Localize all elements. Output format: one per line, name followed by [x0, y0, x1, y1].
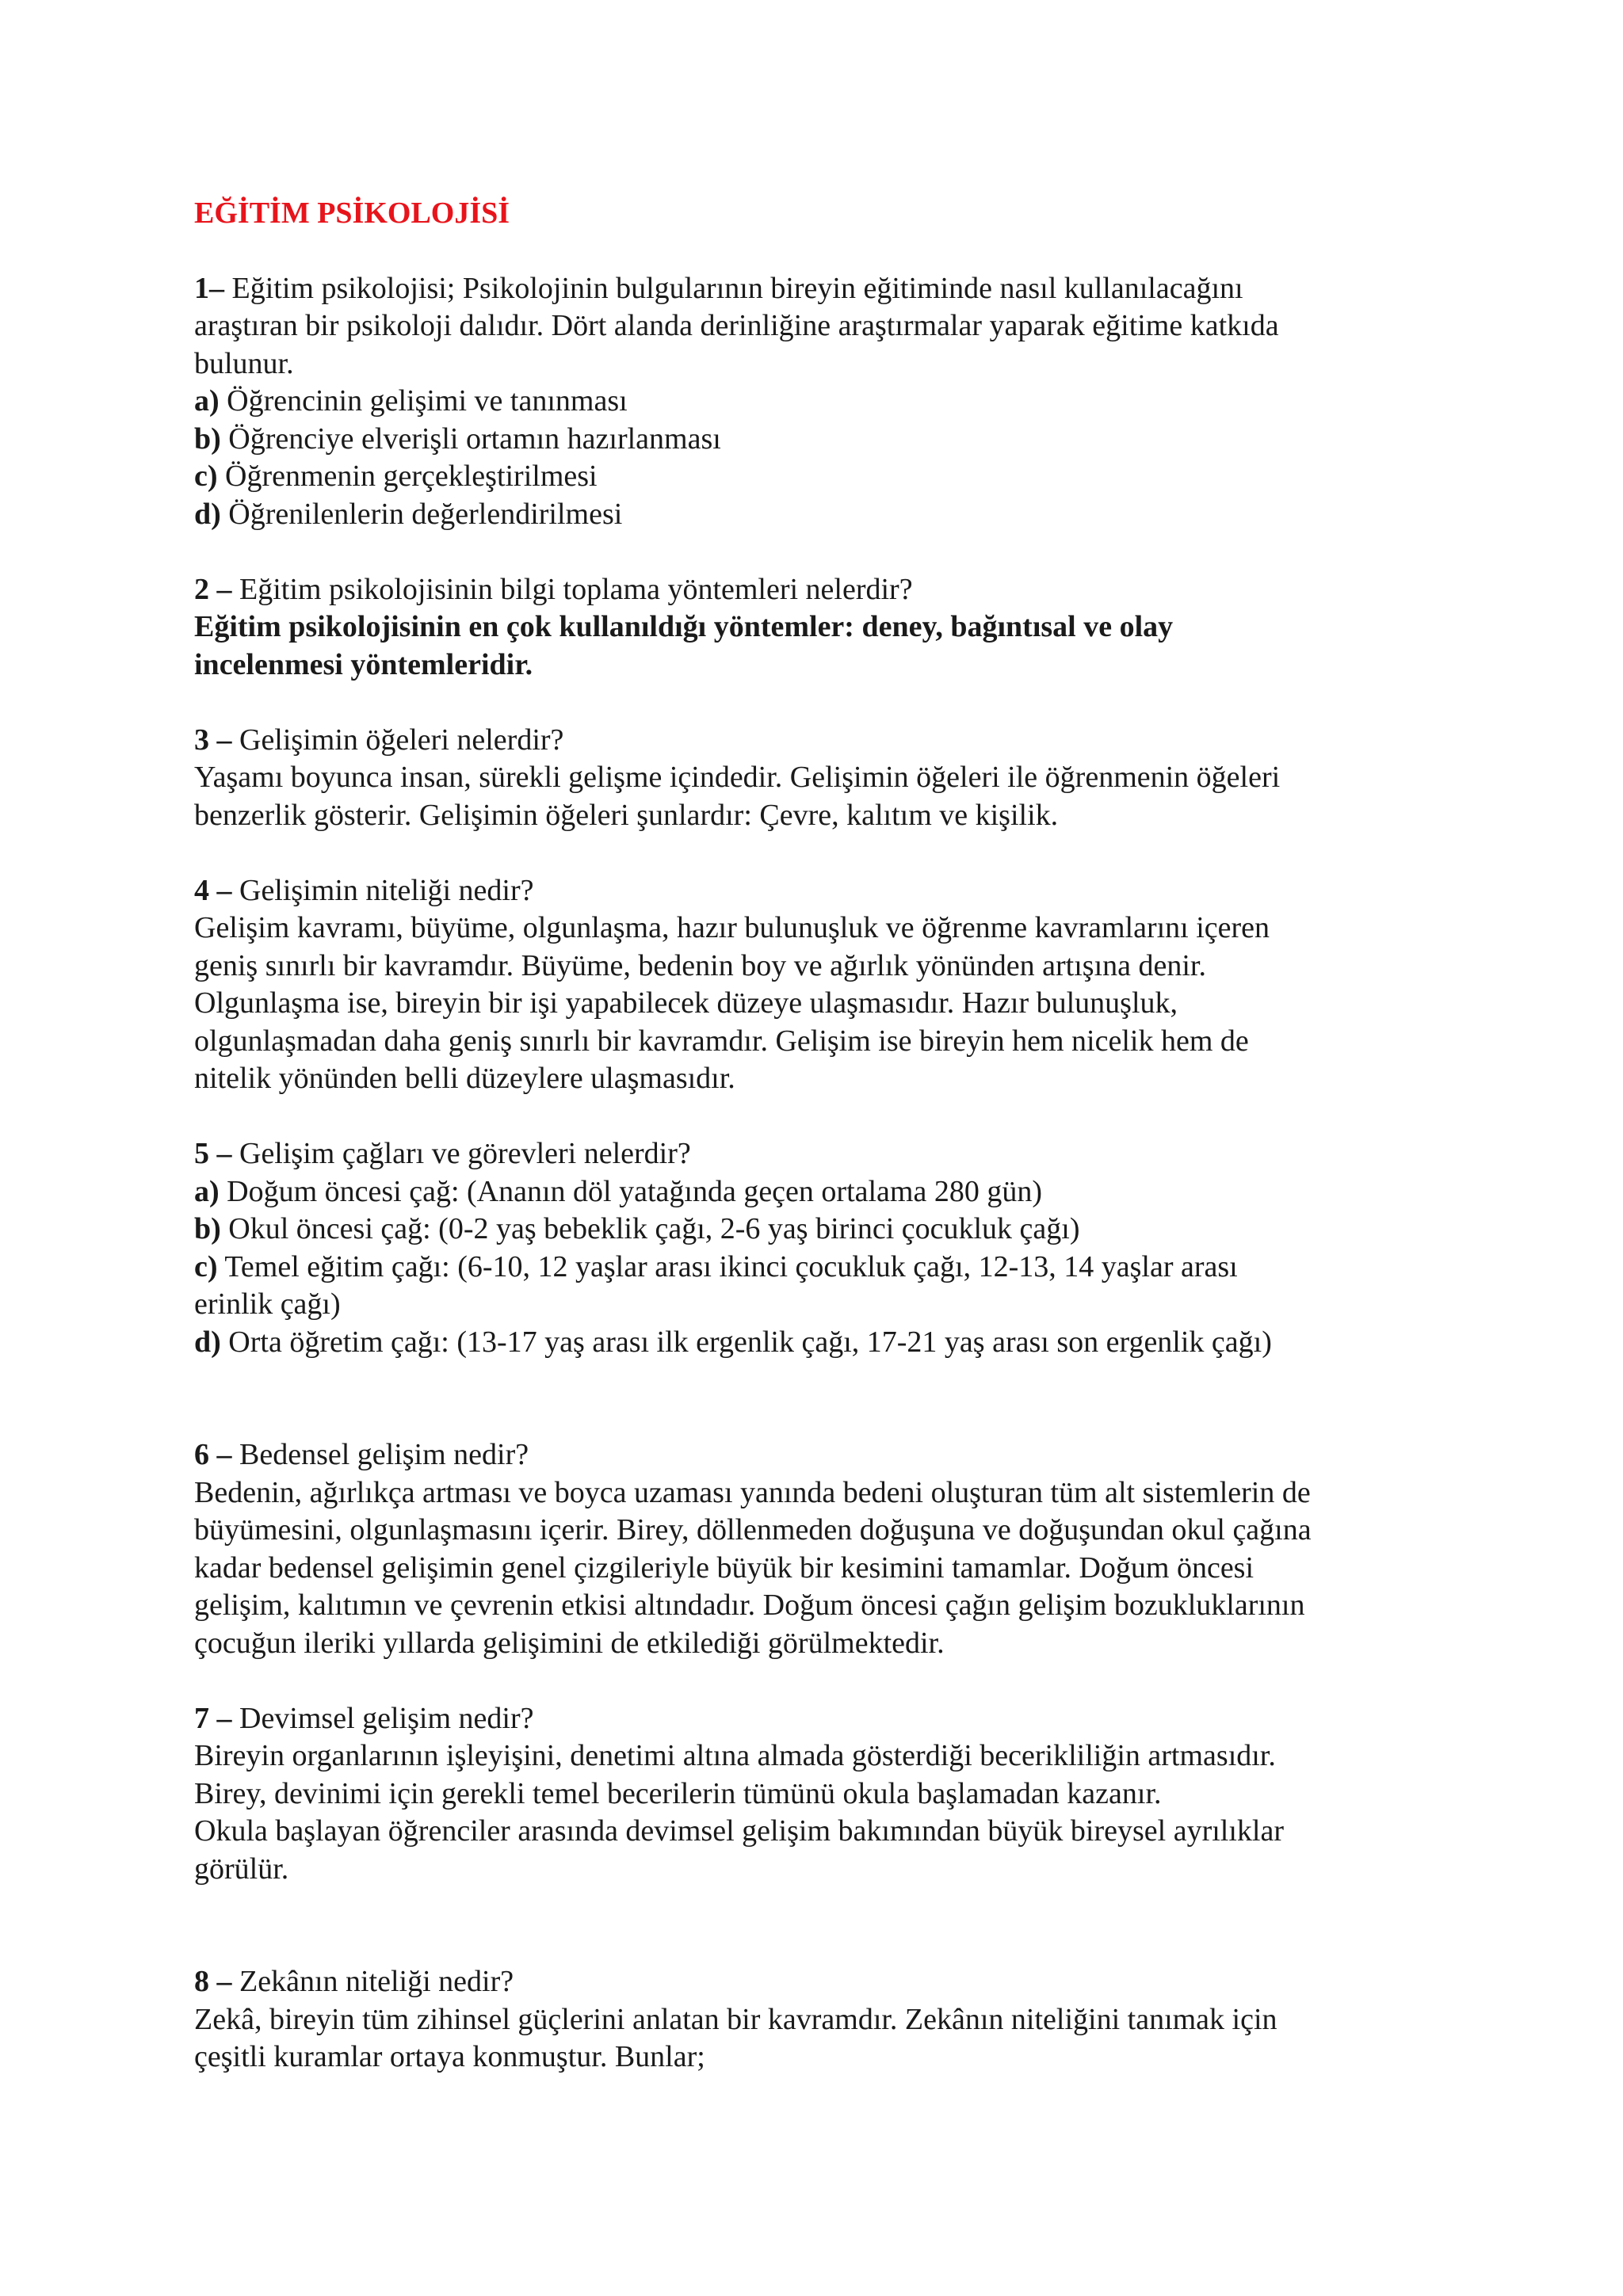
- question-number: 6 –: [194, 1438, 232, 1471]
- paragraph-line: çocuğun ileriki yıllarda gelişimini de etkilediği görülmektedir.: [194, 1626, 945, 1660]
- paragraph-line: gelişim, kalıtımın ve çevrenin etkisi altındadır. Doğum öncesi çağın gelişim bozukluklarının: [194, 1589, 1305, 1622]
- list-item-label: a): [194, 1174, 220, 1208]
- section-8: [194, 1963, 1462, 2077]
- document-page: [194, 195, 1462, 2077]
- question-text: Eğitim psikolojisinin bilgi toplama yöntemleri nelerdir?: [231, 572, 913, 606]
- paragraph-line: geniş sınırlı bir kavramdır. Büyüme, bedenin boy ve ağırlık yönünden artışına denir.: [194, 948, 1206, 982]
- paragraph-line: kadar bedensel gelişimin genel çizgileriyle büyük bir kesimini tamamlar. Doğum öncesi: [194, 1550, 1254, 1585]
- list-item-label: c): [194, 460, 218, 493]
- list-item-text: Öğrenmenin gerçekleştirilmesi: [217, 460, 598, 493]
- question-number: 8 –: [194, 1965, 232, 1998]
- list-item: [194, 1249, 1462, 1287]
- list-item-label: b): [194, 421, 221, 456]
- paragraph-line: Okula başlayan öğrenciler arasında devimsel gelişim bakımından büyük bireysel ayrılıklar: [194, 1814, 1284, 1848]
- list-item-label: c): [194, 1249, 218, 1283]
- paragraph-line: Birey, devinimi için gerekli temel becerilerin tümünü okula başlamadan kazanır.: [194, 1776, 1162, 1810]
- bold-answer-line: incelenmesi yöntemleridir.: [194, 647, 533, 681]
- section-3: [194, 722, 1462, 835]
- section-5: [194, 1135, 1462, 1361]
- section-question: [194, 1700, 1462, 1738]
- paragraph-line: çeşitli kuramlar ortaya konmuştur. Bunlar;: [194, 2040, 705, 2073]
- list-item: [194, 458, 1462, 496]
- list-item-text: Temel eğitim çağı: (6-10, 12 yaşlar arası ikinci çocukluk çağı, 12-13, 14 yaşlar arası: [217, 1249, 1238, 1283]
- list-item-text: Okul öncesi çağ: (0-2 yaş bebeklik çağı, 2-6 yaş birinci çocukluk çağı): [220, 1212, 1080, 1245]
- list-item: [194, 383, 1462, 421]
- list-item: [194, 1324, 1462, 1362]
- list-item-label: b): [194, 1212, 221, 1245]
- section-6: [194, 1436, 1462, 1662]
- list-item-text: Öğrenciye elverişli ortamın hazırlanması: [220, 421, 721, 456]
- question-text: Devimsel gelişim nedir?: [231, 1701, 534, 1735]
- section-question: [194, 1436, 1462, 1474]
- paragraph-line: Bireyin organlarının işleyişini, denetimi altına almada gösterdiği becerikliliğin artmasıdır.: [194, 1739, 1276, 1772]
- section-1: [194, 270, 1462, 534]
- question-number: 2 –: [194, 572, 232, 606]
- bold-answer-line: Eğitim psikolojisinin en çok kullanıldığı yöntemler: deney, bağıntısal ve olay: [194, 610, 1174, 643]
- question-text: Gelişimin öğeleri nelerdir?: [231, 723, 564, 757]
- question-text: Zekânın niteliği nedir?: [231, 1965, 514, 1998]
- question-text: Bedensel gelişim nedir?: [231, 1438, 529, 1471]
- question-number: 4 –: [194, 873, 232, 907]
- list-item: [194, 496, 1462, 534]
- list-item-text: Doğum öncesi çağ: (Ananın döl yatağında geçen ortalama 280 gün): [219, 1174, 1042, 1208]
- list-item-label: a): [194, 384, 220, 418]
- paragraph-line: görülür.: [194, 1852, 289, 1886]
- paragraph-line: bulunur.: [194, 346, 294, 380]
- section-question: [194, 722, 1462, 760]
- question-number: 3 –: [194, 723, 232, 757]
- paragraph-line: büyümesini, olgunlaşmasını içerir. Birey, döllenmeden doğuşuna ve doğuşundan okul çağına: [194, 1513, 1312, 1547]
- paragraph-line: Olgunlaşma ise, bireyin bir işi yapabilecek düzeye ulaşmasıdır. Hazır bulunuşluk,: [194, 986, 1178, 1020]
- question-text: Gelişim çağları ve görevleri nelerdir?: [231, 1137, 691, 1170]
- section-question: [194, 1963, 1462, 2001]
- section-question: [194, 1135, 1462, 1173]
- question-text: Gelişimin niteliği nedir?: [231, 873, 534, 907]
- paragraph-line: benzerlik gösterir. Gelişimin öğeleri şunlardır: Çevre, kalıtım ve kişilik.: [194, 798, 1059, 832]
- list-item-text: Öğrencinin gelişimi ve tanınması: [219, 384, 628, 418]
- question-number: 1–: [194, 271, 224, 305]
- paragraph-line: Zekâ, bireyin tüm zihinsel güçlerini anlatan bir kavramdır. Zekânın niteliğini tanımak için: [194, 2002, 1277, 2036]
- paragraph-line: araştıran bir psikoloji dalıdır. Dört alanda derinliğine araştırmalar yaparak eğitime katkıda: [194, 309, 1279, 342]
- paragraph-line: olgunlaşmadan daha geniş sınırlı bir kavramdır. Gelişim ise bireyin hem nicelik hem de: [194, 1024, 1249, 1058]
- list-item: [194, 1173, 1462, 1211]
- list-item: [194, 1211, 1462, 1249]
- list-item-text: Orta öğretim çağı: (13-17 yaş arası ilk ergenlik çağı, 17-21 yaş arası son ergenlik çağı): [220, 1325, 1272, 1359]
- list-item-text: Öğrenilenlerin değerlendirilmesi: [220, 497, 623, 531]
- question-text: Eğitim psikolojisi; Psikolojinin bulgularının bireyin eğitiminde nasıl kullanılacağını: [224, 271, 1243, 305]
- paragraph-line: nitelik yönünden belli düzeylere ulaşmasıdır.: [194, 1062, 735, 1095]
- paragraph-line: Gelişim kavramı, büyüme, olgunlaşma, hazır bulunuşluk ve öğrenme kavramlarını içeren: [194, 911, 1270, 944]
- list-item: [194, 421, 1462, 459]
- list-item-label: d): [194, 497, 221, 531]
- document-title: EĞİTİM PSİKOLOJİSİ: [194, 196, 510, 230]
- section-4: [194, 872, 1462, 1098]
- section-2: [194, 571, 1462, 685]
- paragraph-line: Yaşamı boyunca insan, sürekli gelişme içindedir. Gelişimin öğeleri ile öğrenmenin öğeleri: [194, 761, 1281, 794]
- section-question: [194, 571, 1462, 609]
- question-number: 5 –: [194, 1137, 232, 1170]
- section-question: [194, 872, 1462, 910]
- section-7: [194, 1700, 1462, 1889]
- list-item-continuation: erinlik çağı): [194, 1287, 341, 1321]
- paragraph-line: Bedenin, ağırlıkça artması ve boyca uzaması yanında bedeni oluşturan tüm alt sistemlerin de: [194, 1475, 1311, 1509]
- section-question: [194, 270, 1462, 308]
- question-number: 7 –: [194, 1701, 232, 1735]
- list-item-label: d): [194, 1325, 221, 1359]
